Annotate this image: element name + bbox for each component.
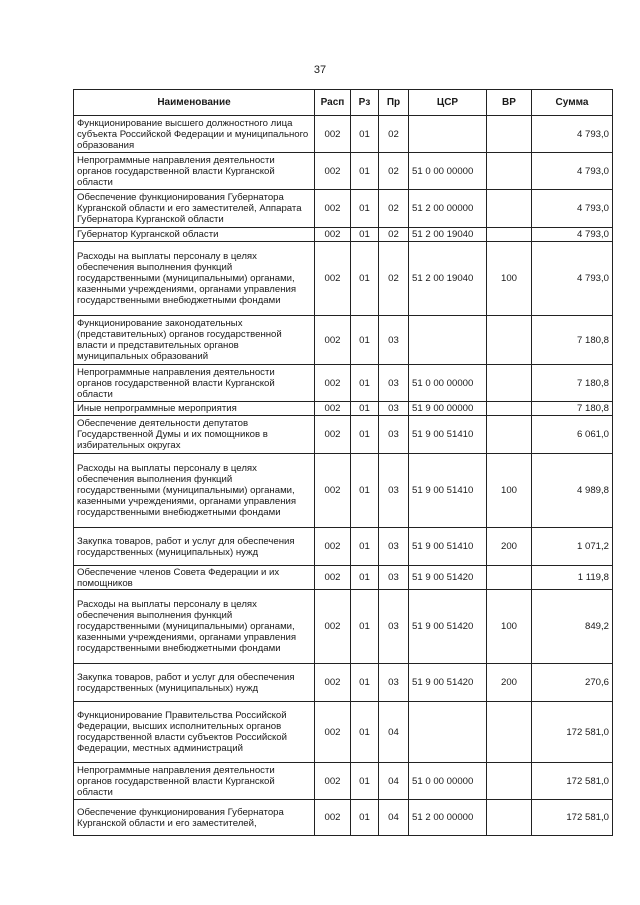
row-sum-cell: 4 793,0 xyxy=(532,242,613,316)
row-vr-cell xyxy=(487,402,532,416)
row-vr-cell xyxy=(487,763,532,800)
row-name-cell: Обеспечение функционирования Губернатора Курганской области и его заместителей, Аппарата Губернатора Курганской области xyxy=(74,190,315,228)
row-sum-cell: 4 793,0 xyxy=(532,153,613,190)
row-pr-cell: 02 xyxy=(379,116,409,153)
row-name-cell: Закупка товаров, работ и услуг для обеспечения государственных (муниципальных) нужд xyxy=(74,528,315,566)
row-rasp-cell: 002 xyxy=(315,402,351,416)
row-csr-cell: 51 0 00 00000 xyxy=(409,763,487,800)
table-row xyxy=(74,316,613,365)
row-vr-cell: 100 xyxy=(487,242,532,316)
row-rz-cell: 01 xyxy=(351,702,379,763)
row-sum-cell: 7 180,8 xyxy=(532,316,613,365)
row-rasp-cell: 002 xyxy=(315,528,351,566)
row-name-cell: Непрограммные направления деятельности органов государственной власти Курганской области xyxy=(74,153,315,190)
header-csr: ЦСР xyxy=(409,90,487,116)
row-csr-cell: 51 2 00 00000 xyxy=(409,190,487,228)
table-row xyxy=(74,763,613,800)
table-row xyxy=(74,800,613,836)
row-rz-cell: 01 xyxy=(351,528,379,566)
row-sum-cell: 4 989,8 xyxy=(532,454,613,528)
row-csr-cell: 51 9 00 51410 xyxy=(409,528,487,566)
row-sum-cell: 4 793,0 xyxy=(532,190,613,228)
row-sum-cell: 172 581,0 xyxy=(532,702,613,763)
row-name-cell: Обеспечение функционирования Губернатора Курганской области и его заместителей, xyxy=(74,800,315,836)
row-rasp-cell: 002 xyxy=(315,763,351,800)
row-pr-cell: 04 xyxy=(379,702,409,763)
row-rasp-cell: 002 xyxy=(315,242,351,316)
row-name-cell: Иные непрограммные мероприятия xyxy=(74,402,315,416)
row-rz-cell: 01 xyxy=(351,316,379,365)
row-pr-cell: 03 xyxy=(379,566,409,590)
table-body xyxy=(74,116,613,836)
row-name-cell: Функционирование законодательных (представительных) органов государственной власти и представительных органов муниципальных образований xyxy=(74,316,315,365)
row-csr-cell: 51 0 00 00000 xyxy=(409,365,487,402)
row-name-cell: Закупка товаров, работ и услуг для обеспечения государственных (муниципальных) нужд xyxy=(74,664,315,702)
row-vr-cell xyxy=(487,702,532,763)
row-vr-cell xyxy=(487,190,532,228)
table-row xyxy=(74,664,613,702)
budget-table xyxy=(73,89,613,836)
row-vr-cell xyxy=(487,316,532,365)
row-sum-cell: 4 793,0 xyxy=(532,116,613,153)
row-pr-cell: 02 xyxy=(379,242,409,316)
row-rasp-cell: 002 xyxy=(315,590,351,664)
row-vr-cell xyxy=(487,228,532,242)
page-number: 37 xyxy=(313,64,327,76)
row-name-cell: Губернатор Курганской области xyxy=(74,228,315,242)
row-sum-cell: 172 581,0 xyxy=(532,763,613,800)
row-csr-cell: 51 9 00 51410 xyxy=(409,416,487,454)
row-rz-cell: 01 xyxy=(351,365,379,402)
row-pr-cell: 02 xyxy=(379,228,409,242)
table-row xyxy=(74,454,613,528)
table-row xyxy=(74,416,613,454)
row-rasp-cell: 002 xyxy=(315,664,351,702)
row-sum-cell: 6 061,0 xyxy=(532,416,613,454)
row-pr-cell: 03 xyxy=(379,590,409,664)
row-csr-cell: 51 9 00 51410 xyxy=(409,454,487,528)
row-rasp-cell: 002 xyxy=(315,365,351,402)
row-rz-cell: 01 xyxy=(351,153,379,190)
table-row xyxy=(74,566,613,590)
row-name-cell: Расходы на выплаты персоналу в целях обеспечения выполнения функций государственными (муниципальными) органами, казенными учреждениями, органами управления государственными внебюджетными фондами xyxy=(74,590,315,664)
row-rz-cell: 01 xyxy=(351,190,379,228)
row-pr-cell: 03 xyxy=(379,664,409,702)
table-row xyxy=(74,528,613,566)
table-row xyxy=(74,116,613,153)
row-pr-cell: 03 xyxy=(379,454,409,528)
row-sum-cell: 7 180,8 xyxy=(532,402,613,416)
row-vr-cell xyxy=(487,365,532,402)
row-pr-cell: 02 xyxy=(379,190,409,228)
row-name-cell: Расходы на выплаты персоналу в целях обеспечения выполнения функций государственными (муниципальными) органами, казенными учреждениями, органами управления государственными внебюджетными фондами xyxy=(74,454,315,528)
row-rasp-cell: 002 xyxy=(315,800,351,836)
row-rz-cell: 01 xyxy=(351,242,379,316)
row-sum-cell: 4 793,0 xyxy=(532,228,613,242)
row-name-cell: Обеспечение деятельности депутатов Государственной Думы и их помощников в избирательных округах xyxy=(74,416,315,454)
row-rasp-cell: 002 xyxy=(315,454,351,528)
row-rz-cell: 01 xyxy=(351,763,379,800)
row-rasp-cell: 002 xyxy=(315,702,351,763)
row-rasp-cell: 002 xyxy=(315,190,351,228)
row-rasp-cell: 002 xyxy=(315,316,351,365)
row-name-cell: Функционирование Правительства Российской Федерации, высших исполнительных органов государственной власти субъектов Российской Федерации, местных администраций xyxy=(74,702,315,763)
row-pr-cell: 03 xyxy=(379,365,409,402)
table-row xyxy=(74,153,613,190)
header-pr: Пр xyxy=(379,90,409,116)
table-header-row xyxy=(74,90,613,116)
row-csr-cell xyxy=(409,316,487,365)
table-row xyxy=(74,702,613,763)
row-rz-cell: 01 xyxy=(351,416,379,454)
row-pr-cell: 04 xyxy=(379,800,409,836)
row-csr-cell xyxy=(409,702,487,763)
row-vr-cell: 200 xyxy=(487,664,532,702)
row-vr-cell xyxy=(487,416,532,454)
header-vr: ВР xyxy=(487,90,532,116)
header-sum: Сумма xyxy=(532,90,613,116)
row-sum-cell: 1 071,2 xyxy=(532,528,613,566)
row-vr-cell xyxy=(487,566,532,590)
row-name-cell: Непрограммные направления деятельности органов государственной власти Курганской области xyxy=(74,763,315,800)
table-row xyxy=(74,402,613,416)
row-rz-cell: 01 xyxy=(351,228,379,242)
table-row xyxy=(74,590,613,664)
table-row xyxy=(74,242,613,316)
row-pr-cell: 03 xyxy=(379,528,409,566)
row-vr-cell: 100 xyxy=(487,454,532,528)
row-rasp-cell: 002 xyxy=(315,566,351,590)
row-rasp-cell: 002 xyxy=(315,228,351,242)
row-rz-cell: 01 xyxy=(351,116,379,153)
row-vr-cell: 100 xyxy=(487,590,532,664)
row-pr-cell: 03 xyxy=(379,402,409,416)
row-csr-cell: 51 2 00 00000 xyxy=(409,800,487,836)
row-csr-cell: 51 9 00 51420 xyxy=(409,590,487,664)
row-csr-cell: 51 2 00 19040 xyxy=(409,228,487,242)
row-name-cell: Непрограммные направления деятельности органов государственной власти Курганской области xyxy=(74,365,315,402)
row-rz-cell: 01 xyxy=(351,566,379,590)
row-rasp-cell: 002 xyxy=(315,416,351,454)
row-rz-cell: 01 xyxy=(351,590,379,664)
row-pr-cell: 02 xyxy=(379,153,409,190)
row-csr-cell: 51 9 00 51420 xyxy=(409,664,487,702)
row-name-cell: Обеспечение членов Совета Федерации и их помощников xyxy=(74,566,315,590)
row-vr-cell xyxy=(487,800,532,836)
row-name-cell: Функционирование высшего должностного лица субъекта Российской Федерации и муниципального образования xyxy=(74,116,315,153)
row-csr-cell: 51 2 00 19040 xyxy=(409,242,487,316)
row-csr-cell: 51 0 00 00000 xyxy=(409,153,487,190)
row-pr-cell: 03 xyxy=(379,416,409,454)
row-rasp-cell: 002 xyxy=(315,116,351,153)
row-pr-cell: 04 xyxy=(379,763,409,800)
header-rz: Рз xyxy=(351,90,379,116)
row-rz-cell: 01 xyxy=(351,664,379,702)
row-sum-cell: 172 581,0 xyxy=(532,800,613,836)
row-vr-cell: 200 xyxy=(487,528,532,566)
row-sum-cell: 7 180,8 xyxy=(532,365,613,402)
row-rz-cell: 01 xyxy=(351,402,379,416)
header-name: Наименование xyxy=(74,90,315,116)
row-rz-cell: 01 xyxy=(351,454,379,528)
row-sum-cell: 270,6 xyxy=(532,664,613,702)
row-csr-cell: 51 9 00 51420 xyxy=(409,566,487,590)
row-rasp-cell: 002 xyxy=(315,153,351,190)
row-vr-cell xyxy=(487,116,532,153)
table-row xyxy=(74,365,613,402)
row-csr-cell xyxy=(409,116,487,153)
table-row xyxy=(74,228,613,242)
row-rz-cell: 01 xyxy=(351,800,379,836)
row-sum-cell: 1 119,8 xyxy=(532,566,613,590)
header-rasp: Расп xyxy=(315,90,351,116)
row-csr-cell: 51 9 00 00000 xyxy=(409,402,487,416)
row-name-cell: Расходы на выплаты персоналу в целях обеспечения выполнения функций государственными (муниципальными) органами, казенными учреждениями, органами управления государственными внебюджетными фондами xyxy=(74,242,315,316)
row-pr-cell: 03 xyxy=(379,316,409,365)
row-vr-cell xyxy=(487,153,532,190)
table-row xyxy=(74,190,613,228)
row-sum-cell: 849,2 xyxy=(532,590,613,664)
